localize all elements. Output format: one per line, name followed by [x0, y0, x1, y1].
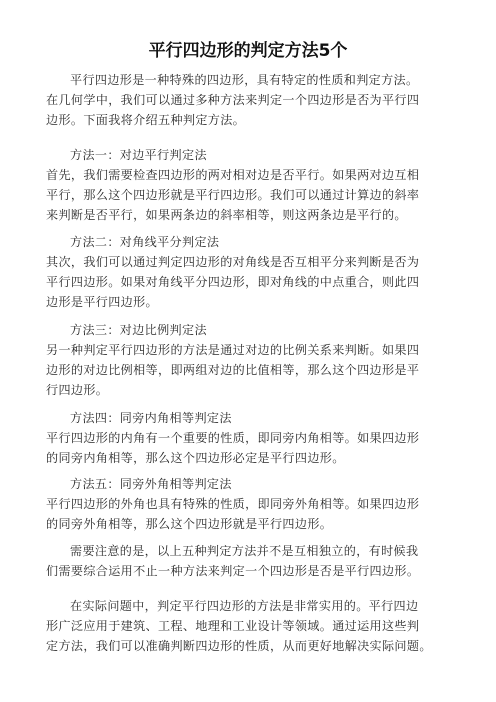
- text-line: 平行四边形的内角有一个重要的性质，即同旁内角相等。如果四边形: [46, 431, 420, 445]
- text-line: 平行四边形的外角也具有特殊的性质，即同旁外角相等。如果四边形: [46, 497, 420, 511]
- text-line: 形广泛应用于建筑、工程、地理和工业设计等领域。通过运用这些判: [46, 619, 420, 633]
- text-line: 边形。下面我将介绍五种判定方法。: [46, 113, 246, 127]
- method-heading: 方法五：同旁外角相等判定法: [70, 477, 232, 491]
- paragraph-method-4: [46, 408, 466, 468]
- paragraph-intro: [46, 70, 466, 130]
- text-line: 首先，我们需要检查四边形的两对相对边是否平行。如果两对边互相: [46, 168, 420, 182]
- text-line: 平行四边形。如果对角线平分四边形，即对角线的中点重合，则此四: [46, 275, 420, 289]
- text-line: 们需要综合运用不止一种方法来判定一个四边形是否是平行四边形。: [46, 564, 420, 578]
- text-line: 定方法，我们可以准确判断四边形的性质，从而更好地解决实际问题。: [46, 639, 432, 653]
- paragraph-method-3: [46, 320, 466, 400]
- text-line: 行四边形。: [46, 383, 109, 397]
- document-title: 平行四边形的判定方法5个: [148, 41, 348, 61]
- text-line: 在实际问题中，判定平行四边形的方法是非常实用的。平行四边: [70, 599, 419, 613]
- method-heading: 方法三：对边比例判定法: [70, 323, 207, 337]
- text-line: 的同旁外角相等，那么这个四边形就是平行四边形。: [46, 517, 333, 531]
- text-line: 的同旁内角相等，那么这个四边形必定是平行四边形。: [46, 451, 345, 465]
- method-heading: 方法一：对边平行判定法: [70, 148, 207, 162]
- text-line: 来判断是否平行，如果两条边的斜率相等，则这两条边是平行的。: [46, 208, 407, 222]
- text-line: 平行四边形是一种特殊的四边形，具有特定的性质和判定方法。: [70, 73, 419, 87]
- paragraph-method-5: [46, 474, 466, 534]
- text-line: 需要注意的是，以上五种判定方法并不是互相独立的，有时候我: [70, 544, 419, 558]
- text-line: 其次，我们可以通过判定四边形的对角线是否互相平分来判断是否为: [46, 255, 420, 269]
- text-line: 边形的对边比例相等，即两组对边的比值相等，那么这个四边形是平: [46, 363, 420, 377]
- text-line: 边形是平行四边形。: [46, 295, 158, 309]
- paragraph-conclusion: [46, 596, 466, 656]
- method-heading: 方法四：同旁内角相等判定法: [70, 411, 232, 425]
- method-heading: 方法二：对角线平分判定法: [70, 235, 220, 249]
- text-line: 另一种判定平行四边形的方法是通过对边的比例关系来判断。如果四: [46, 343, 420, 357]
- text-line: 平行，那么这个四边形就是平行四边形。我们可以通过计算边的斜率: [46, 188, 420, 202]
- paragraph-method-1: [46, 145, 466, 225]
- paragraph-note: [46, 541, 466, 581]
- paragraph-method-2: [46, 232, 466, 312]
- text-line: 在几何学中，我们可以通过多种方法来判定一个四边形是否为平行四: [46, 93, 420, 107]
